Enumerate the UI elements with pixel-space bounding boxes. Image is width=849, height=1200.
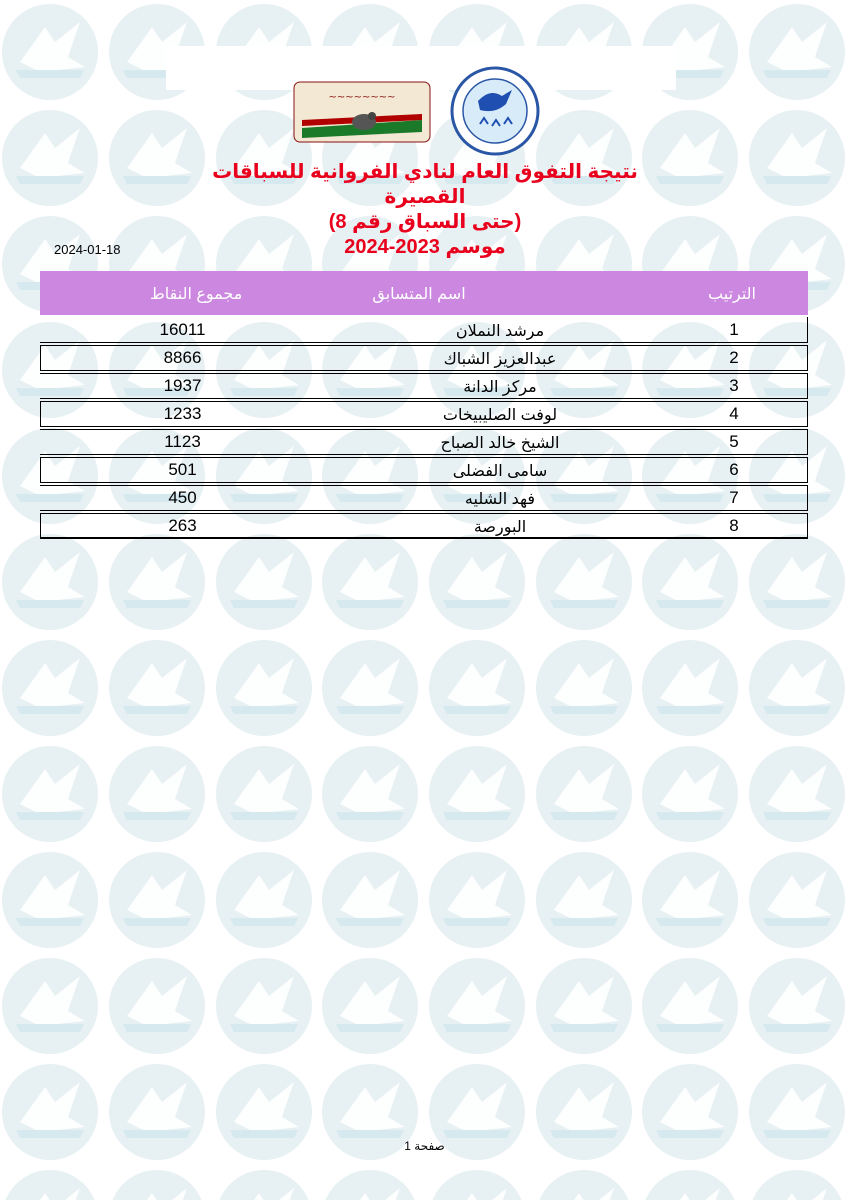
points-cell: 501 [168, 460, 197, 479]
pigeon-watermark-icon [322, 958, 418, 1054]
rank-cell: 3 [729, 376, 739, 395]
pigeon-watermark-icon [536, 640, 632, 736]
rank-cell: 5 [729, 432, 739, 451]
name-cell: مرشد النملان [455, 323, 545, 340]
pigeon-watermark-icon [642, 958, 738, 1054]
rank-cell: 2 [729, 348, 739, 367]
pigeon-watermark-icon [322, 640, 418, 736]
pigeon-watermark-icon [536, 746, 632, 842]
pigeon-watermark-icon [322, 1170, 418, 1200]
pigeon-watermark-icon [429, 746, 525, 842]
points-cell: 1937 [163, 376, 202, 395]
pigeon-watermark-icon [429, 534, 525, 630]
pigeon-watermark-icon [322, 534, 418, 630]
name-cell: سامى الفضلى [452, 463, 548, 480]
name-cell: البورصة [473, 519, 527, 536]
pigeon-watermark-icon [2, 640, 98, 736]
pigeon-watermark-icon [642, 852, 738, 948]
title-line-2: (حتى السباق رقم 8) [328, 211, 522, 233]
name-cell: فهد الشليه [464, 491, 536, 508]
pigeon-watermark-icon [642, 640, 738, 736]
pigeon-watermark-icon [109, 746, 205, 842]
table-row [40, 485, 808, 511]
pigeon-watermark-icon [536, 1170, 632, 1200]
pigeon-watermark-icon [216, 1170, 312, 1200]
rank-cell: 6 [729, 460, 739, 479]
table-row [40, 457, 808, 483]
points-cell: 1233 [163, 404, 202, 423]
table-row [40, 401, 808, 427]
pigeon-watermark-icon [429, 640, 525, 736]
points-cell: 8866 [163, 348, 202, 367]
page-number: صفحة 1 [404, 1139, 445, 1153]
table-row [40, 317, 808, 343]
pigeon-watermark-icon [642, 1170, 738, 1200]
svg-text:~~~~~~~~: ~~~~~~~~ [328, 92, 396, 103]
table-row [40, 513, 808, 539]
pigeon-watermark-icon [2, 1170, 98, 1200]
pigeon-watermark-icon [749, 110, 845, 206]
rank-cell: 1 [729, 320, 739, 339]
pigeon-watermark-icon [109, 1170, 205, 1200]
pigeon-watermark-icon [749, 4, 845, 100]
column-header-rank: الترتيب [708, 286, 756, 303]
pigeon-watermark-icon [216, 958, 312, 1054]
report-date: 2024-01-18 [54, 242, 121, 257]
table-row [40, 345, 808, 371]
rank-cell: 7 [729, 488, 739, 507]
pigeon-watermark-icon [2, 852, 98, 948]
pigeon-federation-seal [450, 66, 540, 156]
pigeon-watermark-icon [322, 746, 418, 842]
pigeon-watermark-icon [109, 958, 205, 1054]
name-cell: عبدالعزيز الشباك [443, 351, 557, 368]
pigeon-watermark-icon [749, 534, 845, 630]
pigeon-watermark-icon [429, 852, 525, 948]
column-header-points: مجموع النقاط [150, 286, 243, 303]
pigeon-watermark-icon [536, 958, 632, 1054]
pigeon-watermark-icon [2, 746, 98, 842]
pigeon-watermark-icon [749, 746, 845, 842]
points-cell: 16011 [159, 320, 206, 339]
pigeon-watermark-icon [109, 640, 205, 736]
rank-cell: 8 [729, 516, 739, 535]
pigeon-watermark-icon [749, 1170, 845, 1200]
pigeon-watermark-icon [642, 534, 738, 630]
pigeon-watermark-icon [536, 852, 632, 948]
pigeon-watermark-icon [216, 640, 312, 736]
pigeon-watermark-icon [2, 958, 98, 1054]
table-row [40, 429, 808, 455]
title-line-3: موسم 2023-2024 [344, 236, 506, 258]
pigeon-watermark-icon [749, 958, 845, 1054]
points-cell: 450 [168, 488, 197, 507]
kuwait-pigeon-club-logo [292, 80, 432, 144]
report-title [190, 160, 660, 260]
name-cell: الشيخ خالد الصباح [440, 435, 560, 452]
table-header [40, 271, 808, 315]
pigeon-watermark-icon [216, 852, 312, 948]
title-line-1: نتيجة التفوق العام لنادي الفروانية للسباقات القصيرة [212, 161, 638, 208]
pigeon-watermark-icon [429, 958, 525, 1054]
pigeon-watermark-icon [216, 534, 312, 630]
pigeon-watermark-icon [749, 852, 845, 948]
pigeon-watermark-icon [642, 746, 738, 842]
pigeon-watermark-icon [429, 1170, 525, 1200]
pigeon-watermark-icon [749, 640, 845, 736]
pigeon-watermark-icon [2, 534, 98, 630]
pigeon-watermark-icon [109, 534, 205, 630]
name-cell: لوفت الصليبيخات [442, 407, 558, 424]
pigeon-watermark-icon [536, 534, 632, 630]
pigeon-watermark-icon [109, 852, 205, 948]
pigeon-watermark-icon [2, 4, 98, 100]
name-cell: مركز الدانة [463, 379, 537, 396]
pigeon-watermark-icon [216, 746, 312, 842]
pigeon-watermark-icon [322, 852, 418, 948]
rank-cell: 4 [729, 404, 739, 423]
column-header-name: اسم المتسابق [372, 286, 466, 303]
pigeon-watermark-icon [2, 110, 98, 206]
table-row [40, 373, 808, 399]
points-cell: 1123 [164, 432, 201, 451]
points-cell: 263 [168, 516, 197, 535]
